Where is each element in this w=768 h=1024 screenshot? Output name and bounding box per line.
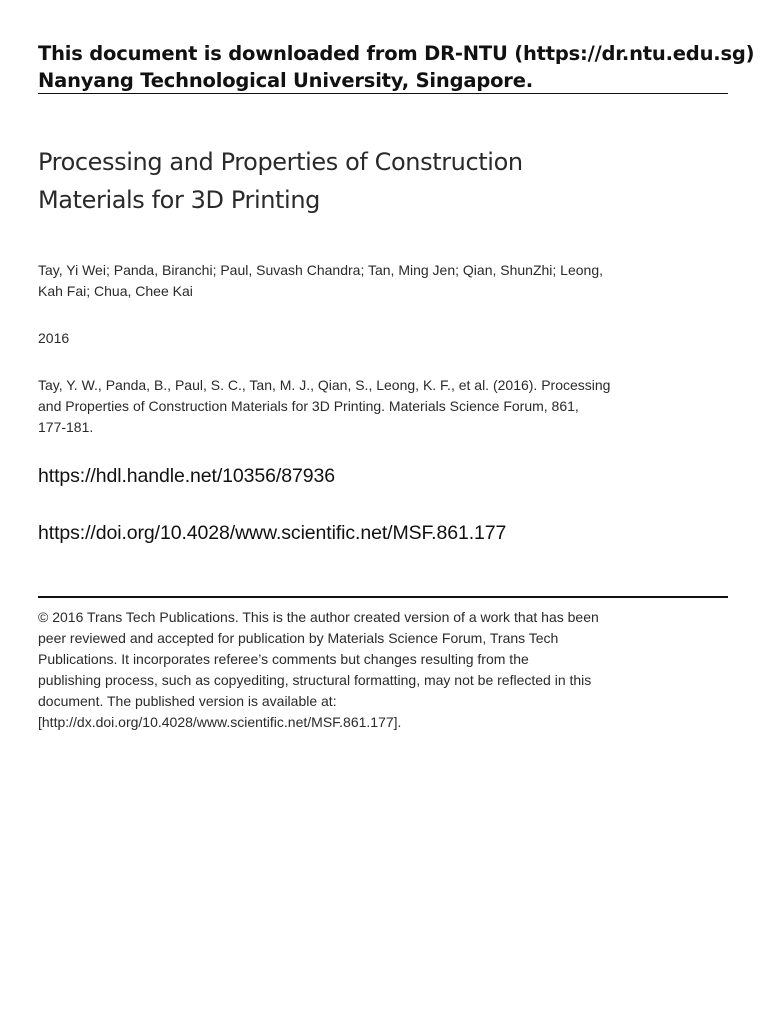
published-version-link[interactable]: [http://dx.doi.org/10.4028/www.scientific.net/MSF.861.177]. bbox=[38, 714, 402, 730]
repository-header bbox=[38, 40, 755, 94]
citation-line: 177-181. bbox=[38, 419, 94, 435]
author-list bbox=[38, 260, 638, 302]
author-line: Kah Fai; Chua, Chee Kai bbox=[38, 283, 193, 299]
citation-line: and Properties of Construction Materials for 3D Printing. Materials Science Forum, 861, bbox=[38, 398, 579, 414]
handle-link[interactable]: https://hdl.handle.net/10356/87936 bbox=[38, 465, 335, 487]
citation-line: Tay, Y. W., Panda, B., Paul, S. C., Tan, M. J., Qian, S., Leong, K. F., et al. (2016). Processing bbox=[38, 377, 611, 393]
rights-line: peer reviewed and accepted for publication by Materials Science Forum, Trans Tech bbox=[38, 630, 559, 646]
rights-line: © 2016 Trans Tech Publications. This is the author created version of a work that has been bbox=[38, 609, 599, 625]
publication-year: 2016 bbox=[38, 330, 70, 346]
doi-link[interactable]: https://doi.org/10.4028/www.scientific.net/MSF.861.177 bbox=[38, 522, 507, 544]
citation bbox=[38, 375, 618, 438]
rights-line: publishing process, such as copyediting, structural formatting, may not be reflected in this bbox=[38, 672, 592, 688]
university-name: Nanyang Technological University, Singapore. bbox=[38, 69, 533, 92]
rights-line: Publications. It incorporates referee’s comments but changes resulting from the bbox=[38, 651, 529, 667]
header-divider bbox=[38, 93, 728, 94]
rights-line: document. The published version is available at: bbox=[38, 693, 337, 709]
repository-notice: This document is downloaded from DR-NTU (https://dr.ntu.edu.sg) bbox=[38, 42, 755, 65]
title-line: Materials for 3D Printing bbox=[38, 186, 320, 214]
rights-statement bbox=[38, 607, 638, 733]
author-line: Tay, Yi Wei; Panda, Biranchi; Paul, Suvash Chandra; Tan, Ming Jen; Qian, ShunZhi; Leong, bbox=[38, 262, 603, 278]
title-line: Processing and Properties of Construction bbox=[38, 148, 523, 176]
rights-divider bbox=[38, 596, 728, 598]
document-title bbox=[38, 143, 638, 219]
